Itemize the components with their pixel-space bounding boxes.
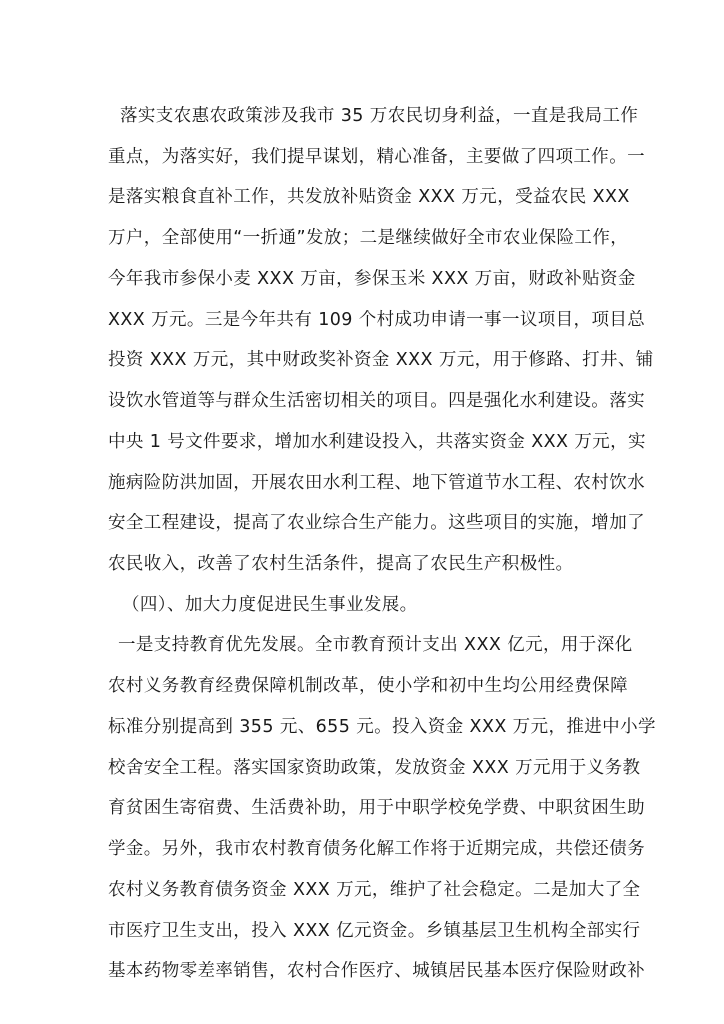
- section-heading: （四）、加大力度促进民生事业发展。: [122, 595, 418, 615]
- text-line: 农村义务教育经费保障机制改革，使小学和初中生均公用经费保障: [108, 676, 628, 696]
- text-line: 中央 1 号文件要求，增加水利建设投入，共落实资金 XXX 万元，实: [108, 432, 646, 452]
- text-line: 万户，全部使用“一折通”发放；二是继续做好全市农业保险工作，: [108, 228, 629, 248]
- text-line: 设饮水管道等与群众生活密切相关的项目。四是强化水利建设。落实: [108, 391, 645, 411]
- text-line: 今年我市参保小麦 XXX 万亩，参保玉米 XXX 万亩，财政补贴资金: [108, 269, 636, 289]
- text-line: 落实支农惠农政策涉及我市 35 万农民切身利益，一直是我局工作: [120, 106, 639, 126]
- text-line: 农民收入，改善了农村生活条件，提高了农民生产积极性。: [108, 554, 574, 574]
- text-line: 投资 XXX 万元，其中财政奖补资金 XXX 万元，用于修路、打井、铺: [108, 350, 654, 370]
- text-line: 一是支持教育优先发展。全市教育预计支出 XXX 亿元，用于深化: [118, 635, 633, 655]
- text-line: 育贫困生寄宿费、生活费补助，用于中职学校免学费、中职贫困生助: [108, 798, 645, 818]
- text-line: 是落实粮食直补工作，共发放补贴资金 XXX 万元，受益农民 XXX: [108, 187, 630, 207]
- text-line: 农村义务教育债务资金 XXX 万元，维护了社会稳定。二是加大了全: [108, 880, 641, 900]
- text-line: 基本药物零差率销售，农村合作医疗、城镇居民基本医疗保险财政补: [108, 961, 645, 981]
- text-line: XXX 万元。三是今年共有 109 个村成功申请一事一议项目，项目总: [108, 310, 646, 330]
- text-line: 学金。另外，我市农村教育债务化解工作将于近期完成，共偿还债务: [108, 839, 645, 859]
- text-line: 校舍安全工程。落实国家资助政策，发放资金 XXX 万元用于义务教: [108, 758, 641, 778]
- text-line: 施病险防洪加固，开展农田水利工程、地下管道节水工程、农村饮水: [108, 473, 645, 493]
- text-line: 重点，为落实好，我们提早谋划，精心准备，主要做了四项工作。一: [108, 147, 645, 167]
- text-line: 标准分别提高到 355 元、655 元。投入资金 XXX 万元，推进中小学: [108, 717, 656, 737]
- text-line: 市医疗卫生支出，投入 XXX 亿元资金。乡镇基层卫生机构全部实行: [108, 921, 641, 941]
- text-line: 安全工程建设，提高了农业综合生产能力。这些项目的实施，增加了: [108, 513, 645, 533]
